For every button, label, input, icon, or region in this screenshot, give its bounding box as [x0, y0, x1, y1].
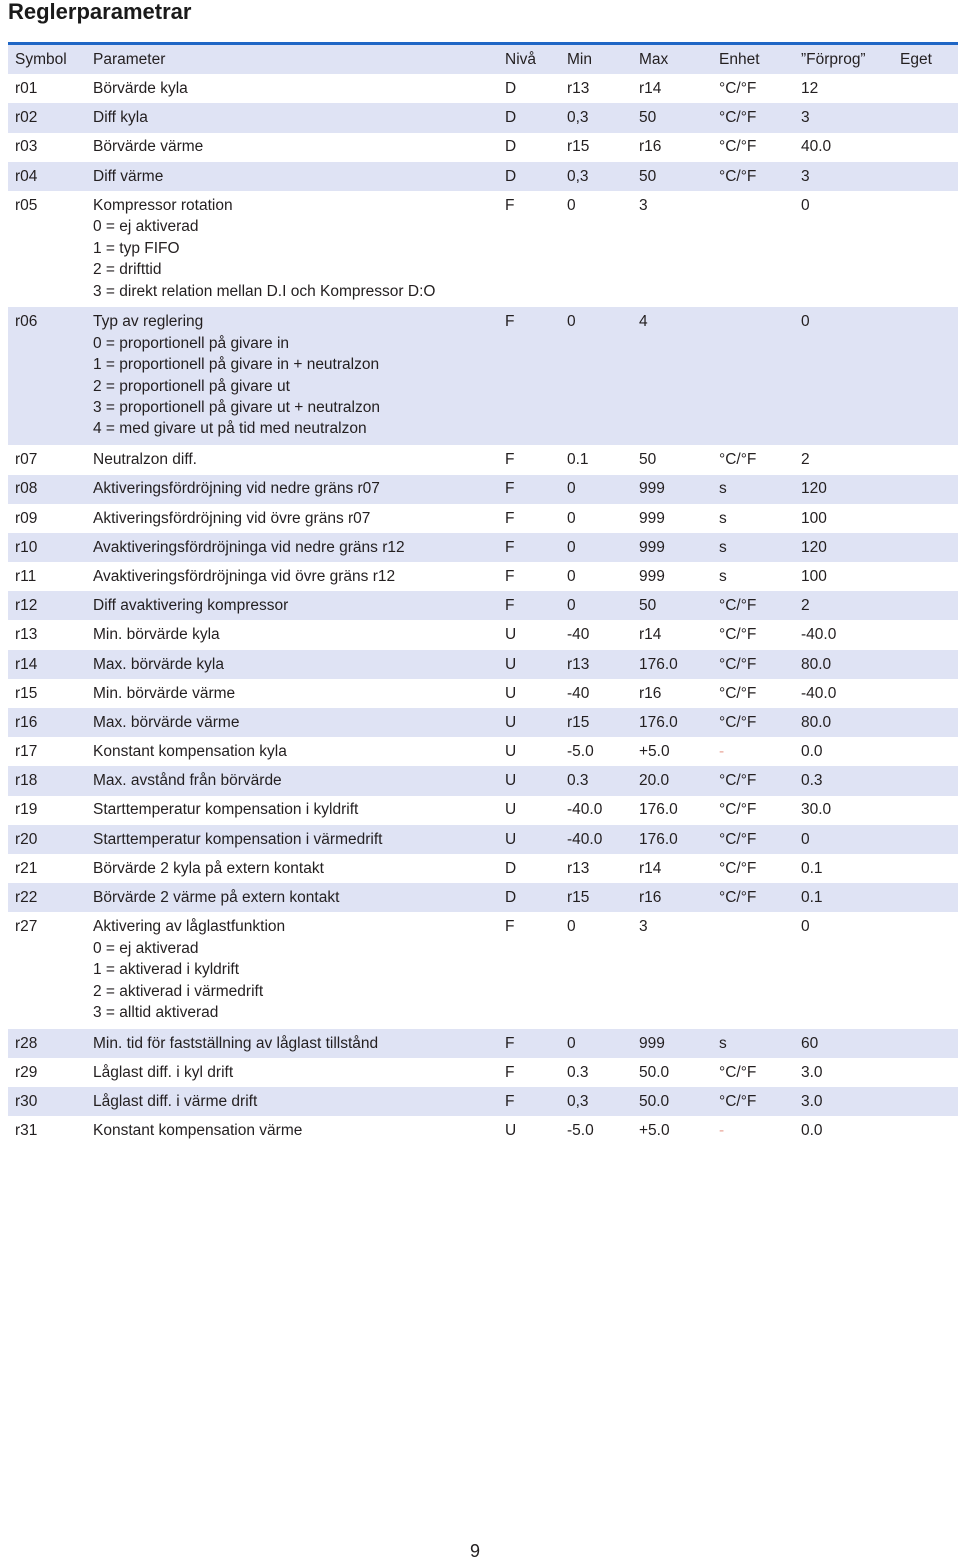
cell-level: U [505, 713, 517, 731]
cell-default: 3 [801, 109, 810, 127]
header-level: Nivå [505, 50, 537, 68]
cell-min: r13 [567, 80, 590, 98]
cell-symbol: r12 [15, 597, 38, 615]
cell-max: 999 [639, 480, 665, 498]
cell-parameter: Avaktiveringsfördröjninga vid övre gräns r12 [93, 567, 396, 585]
table-row [8, 854, 958, 883]
cell-level: U [505, 684, 517, 702]
table-row [8, 162, 958, 191]
header-default: ”Förprog” [801, 50, 866, 68]
cell-symbol: r21 [15, 859, 38, 877]
cell-unit: °C/°F [719, 1093, 757, 1111]
cell-max: 3 [639, 918, 648, 936]
table-row [8, 1116, 958, 1145]
cell-max: +5.0 [639, 743, 670, 761]
table-row [8, 737, 958, 766]
cell-max: 176.0 [639, 713, 678, 731]
parameter-label: Kompressor rotation [93, 196, 233, 214]
table-row [8, 191, 958, 308]
cell-level: F [505, 1093, 515, 1111]
cell-level: U [505, 626, 517, 644]
cell-level: F [505, 196, 515, 214]
cell-max: 50.0 [639, 1093, 670, 1111]
cell-symbol: r27 [15, 918, 38, 936]
cell-unit: °C/°F [719, 772, 757, 790]
cell-level: D [505, 859, 517, 877]
cell-default: 0.0 [801, 1122, 823, 1140]
cell-default: 120 [801, 480, 827, 498]
cell-symbol: r30 [15, 1093, 38, 1111]
cell-symbol: r06 [15, 313, 38, 331]
cell-level: D [505, 889, 517, 907]
cell-max: r16 [639, 684, 662, 702]
cell-symbol: r17 [15, 743, 38, 761]
cell-max: 50 [639, 167, 657, 185]
cell-parameter: Börvärde värme [93, 138, 204, 156]
cell-default: 80.0 [801, 655, 832, 673]
cell-max: r14 [639, 859, 662, 877]
cell-default: 0.0 [801, 743, 823, 761]
cell-min: r15 [567, 889, 590, 907]
table-row [8, 445, 958, 474]
cell-symbol: r10 [15, 538, 38, 556]
cell-min: 0 [567, 313, 576, 331]
cell-max: 176.0 [639, 655, 678, 673]
parameter-label: Typ av reglering [93, 313, 204, 331]
cell-level: F [505, 567, 515, 585]
parameter-option: 4 = med givare ut på tid med neutralzon [93, 420, 367, 438]
cell-level: F [505, 509, 515, 527]
table-row [8, 620, 958, 649]
cell-max: 50.0 [639, 1063, 670, 1081]
table-row [8, 133, 958, 162]
page-title: Reglerparametrar [8, 0, 192, 24]
cell-parameter: Börvärde kyla [93, 80, 188, 98]
cell-unit: °C/°F [719, 889, 757, 907]
cell-parameter [86, 311, 500, 439]
cell-symbol: r28 [15, 1034, 38, 1052]
table-row [8, 912, 958, 1029]
cell-parameter: Börvärde 2 kyla på extern kontakt [93, 859, 324, 877]
cell-min: 0,3 [567, 1093, 589, 1111]
cell-min: 0.3 [567, 1063, 589, 1081]
cell-min: r13 [567, 655, 590, 673]
header-max: Max [639, 50, 669, 68]
cell-unit: s [719, 509, 727, 527]
table-row [8, 708, 958, 737]
parameter-option: 0 = ej aktiverad [93, 218, 199, 236]
cell-max: 50 [639, 451, 657, 469]
parameter-option: 2 = aktiverad i värmedrift [93, 982, 264, 1000]
cell-level: F [505, 313, 515, 331]
cell-unit: - [719, 743, 725, 761]
cell-default: 0 [801, 830, 810, 848]
table-row [8, 591, 958, 620]
cell-unit: °C/°F [719, 859, 757, 877]
cell-min: 0,3 [567, 167, 589, 185]
cell-min: 0 [567, 567, 576, 585]
cell-default: 80.0 [801, 713, 832, 731]
cell-parameter: Börvärde 2 värme på extern kontakt [93, 889, 340, 907]
header-min: Min [567, 50, 592, 68]
cell-unit: °C/°F [719, 109, 757, 127]
cell-symbol: r16 [15, 713, 38, 731]
cell-level: U [505, 743, 517, 761]
cell-max: r14 [639, 80, 662, 98]
cell-symbol: r08 [15, 480, 38, 498]
table-body [8, 74, 958, 1145]
cell-level: F [505, 918, 515, 936]
cell-unit: °C/°F [719, 1063, 757, 1081]
cell-parameter: Konstant kompensation värme [93, 1122, 303, 1140]
cell-unit: s [719, 480, 727, 498]
cell-symbol: r04 [15, 167, 38, 185]
cell-min: 0 [567, 1034, 576, 1052]
table-row [8, 679, 958, 708]
cell-unit: °C/°F [719, 626, 757, 644]
table-row [8, 562, 958, 591]
cell-min: 0 [567, 480, 576, 498]
cell-unit: °C/°F [719, 80, 757, 98]
cell-parameter: Låglast diff. i värme drift [93, 1093, 258, 1111]
cell-min: 0 [567, 597, 576, 615]
cell-parameter: Min. tid för fastställning av låglast tillstånd [93, 1034, 379, 1052]
table-row [8, 766, 958, 795]
cell-min: 0 [567, 196, 576, 214]
cell-parameter: Konstant kompensation kyla [93, 743, 287, 761]
cell-default: 100 [801, 509, 827, 527]
table-row [8, 1029, 958, 1058]
page-number: 9 [470, 1541, 481, 1561]
cell-unit: - [719, 1122, 725, 1140]
cell-parameter: Diff kyla [93, 109, 148, 127]
cell-parameter: Låglast diff. i kyl drift [93, 1063, 234, 1081]
cell-symbol: r31 [15, 1122, 38, 1140]
cell-max: r16 [639, 138, 662, 156]
table-row [8, 1087, 958, 1116]
cell-symbol: r22 [15, 889, 38, 907]
cell-symbol: r03 [15, 138, 38, 156]
cell-default: 100 [801, 567, 827, 585]
cell-min: r15 [567, 713, 590, 731]
parameter-option: 0 = ej aktiverad [93, 939, 199, 957]
cell-min: 0,3 [567, 109, 589, 127]
cell-default: 0 [801, 313, 810, 331]
table-row [8, 475, 958, 504]
cell-min: r15 [567, 138, 590, 156]
cell-level: U [505, 830, 517, 848]
cell-min: 0 [567, 918, 576, 936]
cell-parameter: Starttemperatur kompensation i kyldrift [93, 801, 359, 819]
cell-symbol: r13 [15, 626, 38, 644]
parameter-option: 2 = proportionell på givare ut [93, 377, 290, 395]
cell-symbol: r05 [15, 196, 38, 214]
parameter-option: 0 = proportionell på givare in [93, 334, 290, 352]
parameter-table [8, 42, 958, 1146]
cell-default: 2 [801, 597, 810, 615]
cell-default: 2 [801, 451, 810, 469]
header-own: Eget [900, 50, 932, 68]
header-parameter: Parameter [93, 50, 166, 68]
header-symbol: Symbol [15, 50, 67, 68]
parameter-option: 1 = typ FIFO [93, 239, 180, 257]
cell-unit: °C/°F [719, 713, 757, 731]
table-row [8, 74, 958, 103]
table-row [8, 307, 958, 445]
cell-level: U [505, 772, 517, 790]
cell-level: F [505, 451, 515, 469]
table-row [8, 504, 958, 533]
parameter-option: 1 = proportionell på givare in + neutralzon [93, 356, 380, 374]
cell-level: F [505, 1034, 515, 1052]
cell-max: r14 [639, 626, 662, 644]
header-unit: Enhet [719, 50, 760, 68]
cell-level: D [505, 109, 517, 127]
cell-symbol: r07 [15, 451, 38, 469]
cell-default: 3.0 [801, 1063, 823, 1081]
cell-default: 3.0 [801, 1093, 823, 1111]
cell-min: -40.0 [567, 830, 603, 848]
cell-symbol: r29 [15, 1063, 38, 1081]
cell-default: 0 [801, 918, 810, 936]
table-header [8, 45, 958, 74]
cell-min: -5.0 [567, 1122, 594, 1140]
cell-unit: °C/°F [719, 138, 757, 156]
cell-unit: °C/°F [719, 167, 757, 185]
cell-symbol: r19 [15, 801, 38, 819]
table-row [8, 533, 958, 562]
cell-min: -40 [567, 684, 590, 702]
cell-min: 0.3 [567, 772, 589, 790]
cell-symbol: r01 [15, 80, 38, 98]
cell-max: 176.0 [639, 830, 678, 848]
cell-level: D [505, 138, 517, 156]
cell-parameter: Aktiveringsfördröjning vid övre gräns r07 [93, 509, 371, 527]
cell-parameter: Min. börvärde kyla [93, 626, 220, 644]
parameter-label: Aktivering av låglastfunktion [93, 918, 286, 936]
table-row [8, 796, 958, 825]
cell-default: 3 [801, 167, 810, 185]
table-row [8, 1058, 958, 1087]
cell-min: -40.0 [567, 801, 603, 819]
cell-max: 4 [639, 313, 648, 331]
cell-symbol: r18 [15, 772, 38, 790]
cell-parameter: Avaktiveringsfördröjninga vid nedre gräns r12 [93, 538, 405, 556]
cell-max: 999 [639, 567, 665, 585]
cell-parameter: Aktiveringsfördröjning vid nedre gräns r07 [93, 480, 380, 498]
cell-default: 60 [801, 1034, 819, 1052]
cell-unit: °C/°F [719, 684, 757, 702]
cell-max: 999 [639, 509, 665, 527]
cell-max: 50 [639, 109, 657, 127]
cell-default: 0.3 [801, 772, 823, 790]
cell-level: D [505, 167, 517, 185]
cell-unit: °C/°F [719, 655, 757, 673]
cell-min: r13 [567, 859, 590, 877]
cell-parameter: Diff avaktivering kompressor [93, 597, 289, 615]
cell-unit: °C/°F [719, 451, 757, 469]
cell-level: U [505, 655, 517, 673]
cell-default: -40.0 [801, 626, 837, 644]
cell-parameter: Starttemperatur kompensation i värmedrift [93, 830, 383, 848]
cell-parameter: Max. avstånd från börvärde [93, 772, 282, 790]
cell-min: 0.1 [567, 451, 589, 469]
cell-max: 176.0 [639, 801, 678, 819]
cell-level: D [505, 80, 517, 98]
parameter-option: 1 = aktiverad i kyldrift [93, 961, 240, 979]
cell-min: -40 [567, 626, 590, 644]
cell-default: 0.1 [801, 859, 823, 877]
cell-level: F [505, 538, 515, 556]
parameter-option: 3 = proportionell på givare ut + neutralzon [93, 399, 380, 417]
cell-unit: °C/°F [719, 801, 757, 819]
cell-symbol: r02 [15, 109, 38, 127]
cell-level: U [505, 1122, 517, 1140]
cell-max: 20.0 [639, 772, 670, 790]
cell-unit: °C/°F [719, 597, 757, 615]
parameter-option: 3 = alltid aktiverad [93, 1003, 219, 1021]
cell-parameter: Diff värme [93, 167, 164, 185]
cell-level: F [505, 597, 515, 615]
cell-symbol: r20 [15, 830, 38, 848]
cell-min: 0 [567, 538, 576, 556]
cell-default: 30.0 [801, 801, 832, 819]
cell-symbol: r11 [15, 567, 37, 585]
table-row [8, 825, 958, 854]
cell-default: 12 [801, 80, 819, 98]
cell-symbol: r15 [15, 684, 38, 702]
cell-unit: s [719, 538, 727, 556]
cell-max: +5.0 [639, 1122, 670, 1140]
table-row [8, 883, 958, 912]
cell-parameter: Max. börvärde kyla [93, 655, 224, 673]
table-row [8, 650, 958, 679]
cell-max: 3 [639, 196, 648, 214]
cell-symbol: r09 [15, 509, 38, 527]
cell-parameter: Min. börvärde värme [93, 684, 236, 702]
cell-parameter: Neutralzon diff. [93, 451, 197, 469]
cell-default: 0 [801, 196, 810, 214]
cell-parameter [86, 916, 500, 1023]
cell-max: r16 [639, 889, 662, 907]
table-row [8, 103, 958, 132]
cell-unit: s [719, 1034, 727, 1052]
cell-default: 0.1 [801, 889, 823, 907]
cell-symbol: r14 [15, 655, 38, 673]
cell-unit: °C/°F [719, 830, 757, 848]
cell-default: 120 [801, 538, 827, 556]
cell-level: U [505, 801, 517, 819]
cell-default: -40.0 [801, 684, 837, 702]
cell-min: -5.0 [567, 743, 594, 761]
cell-max: 50 [639, 597, 657, 615]
cell-min: 0 [567, 509, 576, 527]
cell-max: 999 [639, 538, 665, 556]
cell-level: F [505, 1063, 515, 1081]
parameter-option: 2 = drifttid [93, 261, 162, 279]
cell-unit: s [719, 567, 727, 585]
cell-max: 999 [639, 1034, 665, 1052]
parameter-option: 3 = direkt relation mellan D.I och Kompressor D:O [93, 282, 436, 300]
cell-default: 40.0 [801, 138, 832, 156]
cell-parameter [86, 195, 500, 302]
cell-level: F [505, 480, 515, 498]
cell-parameter: Max. börvärde värme [93, 713, 240, 731]
